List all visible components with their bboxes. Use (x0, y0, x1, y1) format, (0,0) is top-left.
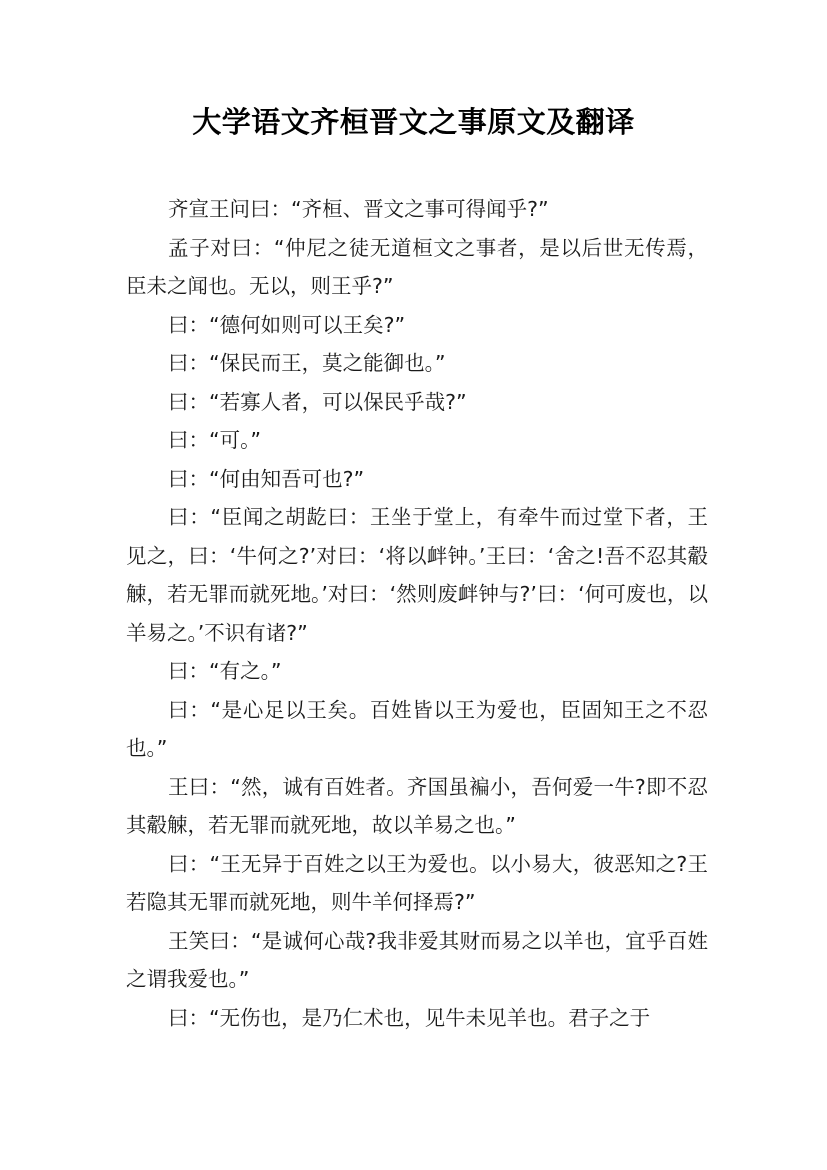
paragraph: 齐宣王问曰：“齐桓、晋文之事可得闻乎?” (168, 197, 549, 221)
paragraph: 曰：“何由知吾可也?” (168, 466, 365, 491)
document-title: 大学语文齐桓晋文之事原文及翻译 (192, 105, 635, 139)
paragraph: 曰：“无伤也，是乃仁术也，见牛未见羊也。君子之于 (168, 1005, 651, 1030)
paragraph: 曰：“是心足以王矣。百姓皆以王为爱也，臣固知王之不忍也。” (126, 697, 708, 760)
paragraph: 曰：“有之。” (168, 659, 282, 683)
paragraph: 曰：“德何如则可以王矣?” (168, 312, 406, 337)
paragraph: 王曰：“然，诚有百姓者。齐国虽褊小，吾何爱一牛?即不忍其觳觫，若无罪而就死地，故以羊易之也。” (126, 774, 708, 837)
document-body (126, 190, 708, 1037)
paragraph: 王笑曰：“是诚何心哉?我非爱其财而易之以羊也，宜乎百姓之谓我爱也。” (126, 928, 708, 991)
paragraph: 曰：“王无异于百姓之以王为爱也。以小易大，彼恶知之?王若隐其无罪而就死地，则牛羊何择焉?” (126, 851, 708, 914)
paragraph: 曰：“若寡人者，可以保民乎哉?” (168, 389, 467, 414)
paragraph: 曰：“保民而王，莫之能御也。” (168, 351, 446, 375)
paragraph: 曰：“臣闻之胡龁曰：王坐于堂上，有牵牛而过堂下者，王见之，曰：‘牛何之?’对曰：‘将以衅钟。’王曰：‘舍之!吾不忍其觳觫，若无罪而就死地。’对曰：‘然则废衅钟与?’曰：‘何可废也，以羊易之。’不识有诸?” (126, 505, 708, 645)
paragraph: 曰：“可。” (168, 428, 262, 452)
paragraph: 孟子对曰：“仲尼之徒无道桓文之事者，是以后世无传焉，臣未之闻也。无以，则王乎?” (126, 235, 708, 298)
